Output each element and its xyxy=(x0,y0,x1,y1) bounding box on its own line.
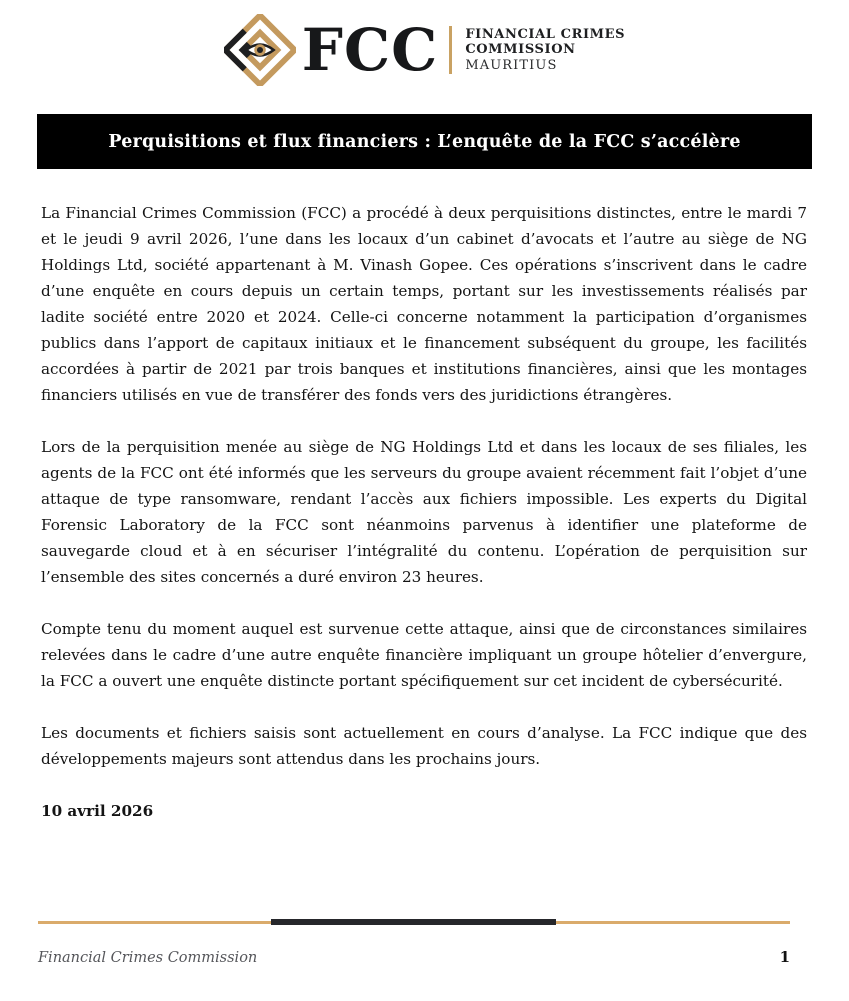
paragraph-4: Les documents et fichiers saisis sont actuellement en cours d’analyse. La FCC indique que des développements majeurs sont attendus dans les prochains jours. xyxy=(41,724,807,768)
logo-org-name xyxy=(465,27,625,74)
page-footer xyxy=(38,948,790,966)
logo-org-line2: COMMISSION xyxy=(465,42,576,58)
paragraph-1: La Financial Crimes Commission (FCC) a procédé à deux perquisitions distinctes, entre le mardi 7 et le jeudi 9 avril 2026, l’une dans les locaux d’un cabinet d’avocats et l’autre au siège de NG Holdings Ltd, société appartenant à M. Vinash Gopee. Ces opérations s’inscrivent dans le cadre d’une enquête en cours depuis un certain temps, portant sur les investissements réalisés par ladite société entre 2020 et 2024. Celle-ci concerne notamment la participation d’organismes publics dans l’apport de capitaux initiaux et le financement subséquent du groupe, les facilités accordées à partir de 2021 par trois banques et institutions financières, ainsi que les montages financiers utilisés en vue de transférer des fonds vers des juridictions étrangères. xyxy=(41,204,807,404)
headline-bar xyxy=(37,114,812,169)
page-number: 1 xyxy=(779,948,790,966)
logo-org-line1: FINANCIAL CRIMES xyxy=(465,26,626,42)
logo-divider xyxy=(449,26,452,74)
article-body xyxy=(41,200,807,824)
fcc-diamond-eye-icon xyxy=(224,14,296,86)
eye-icon xyxy=(246,44,273,56)
paragraph-3: Compte tenu du moment auquel est survenue cette attaque, ainsi que de circonstances similaires relevées dans le cadre d’une autre enquête financière impliquant un groupe hôtelier d’envergure, la FCC a ouvert une enquête distincte portant spécifiquement sur cet incident de cybersécurité. xyxy=(41,620,807,690)
logo-org-line3: MAURITIUS xyxy=(465,57,558,73)
footer-rule-dark-center xyxy=(271,919,556,925)
footer-org-name: Financial Crimes Commission xyxy=(38,950,258,966)
footer-rule-gold-left xyxy=(38,921,271,924)
date-line: 10 avril 2026 xyxy=(41,802,154,820)
footer-rule xyxy=(38,918,790,926)
paragraph-2: Lors de la perquisition menée au siège de NG Holdings Ltd et dans les locaux de ses filiales, les agents de la FCC ont été informés que les serveurs du groupe avaient récemment fait l’objet d’une attaque de type ransomware, rendant l’accès aux fichiers impossible. Les experts du Digital Forensic Laboratory de la FCC sont néanmoins parvenus à identifier une plateforme de sauvegarde cloud et à en sécuriser l’intégralité du contenu. L’opération de perquisition sur l’ensemble des sites concernés a duré environ 23 heures. xyxy=(41,438,807,586)
footer-rule-gold-right xyxy=(556,921,790,924)
logo-acronym: FCC xyxy=(301,16,439,84)
headline-text: Perquisitions et flux financiers : L’enquête de la FCC s’accélère xyxy=(108,131,741,152)
fcc-logo xyxy=(0,10,849,90)
